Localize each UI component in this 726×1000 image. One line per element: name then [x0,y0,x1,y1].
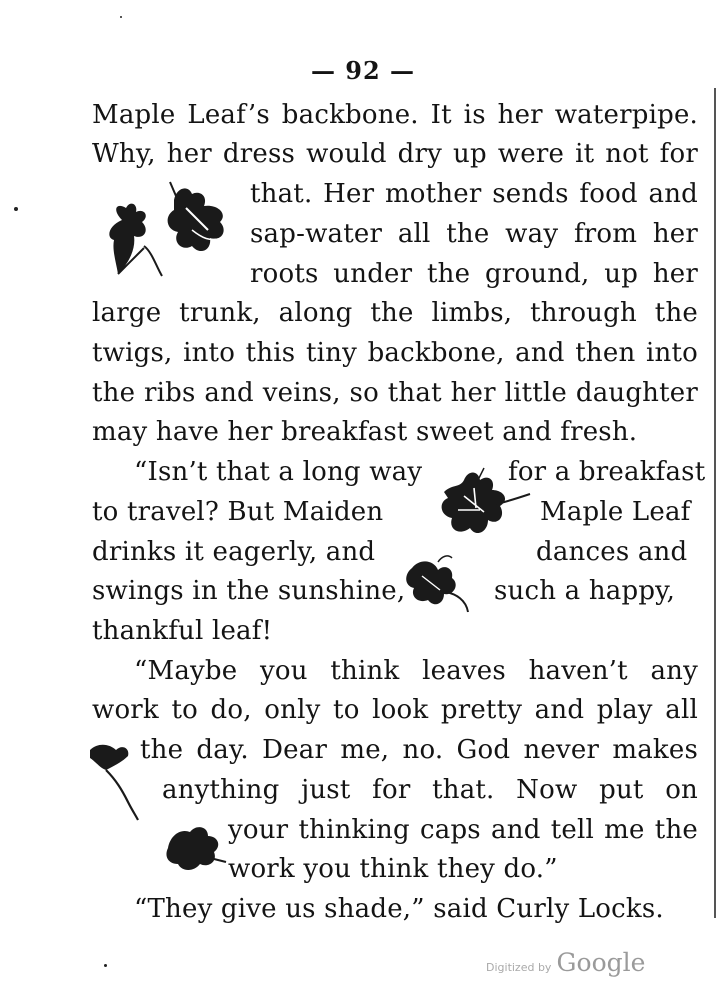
text-line-7: twigs, into this tiny backbone, and then into [92,338,698,368]
text-line-20: work you think they do.” [228,854,558,884]
text-line-15: “Maybe you think leaves haven’t any [134,656,698,686]
text-line-12b: dances and [536,537,688,567]
leaf-sprig-icon [86,740,146,824]
digitized-watermark [486,948,645,977]
text-line-21: “They give us shade,” said Curly Locks. [134,894,664,924]
text-line-13b: such a happy, [494,576,676,606]
text-line-6: large trunk, along the limbs, through the [92,298,698,328]
page-number: — 92 — [310,56,416,85]
text-line-14: thankful leaf! [92,616,273,646]
text-line-9: may have her breakfast sweet and fresh. [92,417,638,447]
page-edge [714,88,716,918]
text-line-19: your thinking caps and tell me the [228,815,698,845]
digitized-by-label: Digitized by [486,961,552,974]
text-line-3: that. Her mother sends food and [250,179,698,209]
maple-leaf-icon [434,466,534,550]
text-line-1: Maple Leaf’s backbone. It is her waterpipe. [92,100,698,130]
ink-speck [104,964,107,967]
text-line-17: the day. Dear me, no. God never makes [140,735,698,765]
text-line-5: roots under the ground, up her [250,259,698,289]
ink-speck [14,207,18,211]
text-line-2: Why, her dress would dry up were it not for [92,139,698,169]
text-line-12a: drinks it eagerly, and [92,537,376,567]
maple-leaf-icon [104,180,240,284]
text-line-8: the ribs and veins, so that her little daughter [92,378,698,408]
text-line-13a: swings in the sunshine, [92,576,406,606]
falling-leaf-icon [400,550,474,616]
text-line-11a: to travel? But Maiden [92,497,384,527]
text-line-16: work to do, only to look pretty and play all [92,695,698,725]
text-line-11b: Maple Leaf [540,497,691,527]
text-line-10a: “Isn’t that a long way [134,457,423,487]
maple-leaf-icon [162,818,228,878]
text-line-4: sap-water all the way from her [250,219,698,249]
text-line-10b: for a breakfast [508,457,706,487]
ink-speck [120,16,122,18]
google-logo: Google [556,948,646,977]
text-line-18: anything just for that. Now put on [162,775,698,805]
